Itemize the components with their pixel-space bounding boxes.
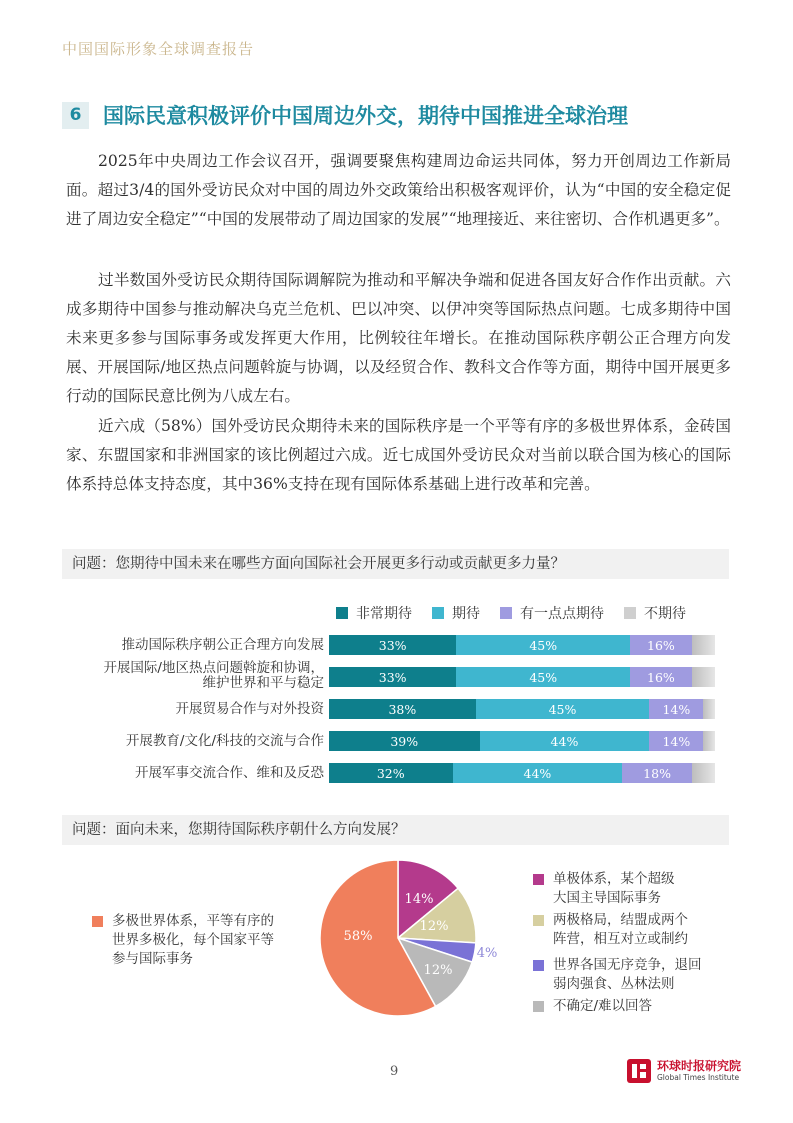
bar-segment [692, 635, 715, 655]
section-heading: 国际民意积极评价中国周边外交，期待中国推进全球治理 [103, 104, 628, 128]
legend-swatch [533, 960, 544, 971]
legend-swatch [533, 915, 544, 926]
bar-segment: 16% [630, 667, 692, 687]
bar-segment: 38% [329, 699, 476, 719]
institute-logo [626, 1058, 741, 1084]
bar-segment: 44% [453, 763, 623, 783]
legend-label: 两极格局，结盟成两个 阵营，相互对立或制约 [553, 912, 688, 947]
logo-english: Global Times Institute [657, 1072, 740, 1082]
bar-track [329, 667, 715, 687]
legend-item-little [500, 603, 604, 623]
legend-label: 世界各国无序竞争，退回 弱肉强食、丛林法则 [553, 957, 702, 992]
bar-segment [703, 731, 715, 751]
bar-track [329, 763, 715, 783]
bar-segment: 33% [329, 667, 456, 687]
legend-swatch [624, 607, 636, 619]
legend-item-very [336, 603, 412, 623]
paragraph-3: 近六成（58%）国外受访民众期待未来的国际秩序是一个平等有序的多极世界体系，金砖国家、东盟国家和非洲国家的该比例超过六成。近七成国外受访民众对当前以联合国为核心的国际体系持总体支持态度，其中36%支持在现有国际体系基础上进行改革和完善。 [66, 417, 731, 493]
bar-row [62, 699, 729, 719]
pie-legend-item [533, 956, 733, 994]
pie-slice-label: 58% [343, 929, 373, 944]
legend-label: 有一点点期待 [520, 606, 604, 622]
pie-slice-label: 12% [423, 963, 453, 978]
legend-swatch [533, 1001, 544, 1012]
paragraph-2: 过半数国外受访民众期待国际调解院为推动和平解决争端和促进各国友好合作作出贡献。六成多期待中国参与推动解决乌克兰危机、巴以冲突、以伊冲突等国际热点问题。七成多期待中国未来更多参与国际事务或发挥更大作用，比例较往年增长。在推动国际秩序朝公正合理方向发展、开展国际/地区热点问题斡旋与协调，以及经贸合作、教科文合作等方面，期待中国开展更多行动的国际民意比例为八成左右。 [66, 271, 731, 405]
bar-segment: 14% [649, 731, 703, 751]
bar-category-label: 开展军事交流合作、维和及反恐 [135, 765, 324, 781]
pie-legend-item [533, 997, 733, 1016]
bar-category-label: 开展贸易合作与对外投资 [175, 701, 324, 717]
legend-label: 不期待 [644, 606, 686, 622]
bar-track [329, 731, 715, 751]
bar-track [329, 699, 715, 719]
section-title [62, 101, 628, 129]
legend-swatch [432, 607, 444, 619]
legend-label: 单极体系，某个超级 大国主导国际事务 [553, 871, 675, 906]
pie-slice-label: 14% [404, 892, 434, 907]
bar-segment: 32% [329, 763, 453, 783]
paragraph-1: 2025年中央周边工作会议召开，强调要聚焦构建周边命运共同体，努力开创周边工作新局面。超过3/4的国外受访民众对中国的周边外交政策给出积极客观评价，认为“中国的安全稳定促进了周边安全稳定”“中国的发展带动了周边国家的发展”“地理接近、来往密切、合作机遇更多”。 [66, 152, 731, 228]
bar-row [62, 635, 729, 655]
legend-swatch [500, 607, 512, 619]
legend-item-none [624, 603, 686, 623]
section-number: 6 [62, 102, 89, 129]
chart1-legend [336, 603, 706, 623]
bar-row [62, 763, 729, 783]
bar-segment: 14% [649, 699, 703, 719]
legend-label: 期待 [452, 606, 480, 622]
report-header: 中国国际形象全球调查报告 [62, 40, 255, 58]
legend-item-expect [432, 603, 480, 623]
bar-row [62, 731, 729, 751]
pie-chart [318, 856, 498, 1020]
pie-slice-label: 12% [419, 919, 449, 934]
bar-segment: 45% [456, 635, 630, 655]
logo-chinese: 环球时报研究院 [657, 1058, 742, 1073]
bar-segment: 45% [476, 699, 650, 719]
bar-segment [692, 667, 715, 687]
bar-segment: 45% [456, 667, 630, 687]
legend-label: 多极世界体系，平等有序的 世界多极化，每个国家平等 参与国际事务 [112, 913, 274, 967]
page-number: 9 [390, 1064, 399, 1079]
legend-swatch [533, 874, 544, 885]
pie-legend-item [533, 870, 733, 908]
bar-segment: 44% [480, 731, 650, 751]
pie-slice-label: 4% [476, 946, 498, 961]
bar-category-label: 开展国际/地区热点问题斡旋和协调， 维护世界和平与稳定 [103, 660, 324, 691]
legend-swatch [336, 607, 348, 619]
globe-logo-icon [626, 1058, 652, 1084]
bar-segment: 16% [630, 635, 692, 655]
bar-segment [703, 699, 715, 719]
chart2-question: 问题：面向未来，您期待国际秩序朝什么方向发展？ [62, 815, 729, 845]
bar-row [62, 660, 729, 691]
legend-label: 不确定/难以回答 [553, 998, 653, 1014]
pie-legend-item [533, 911, 733, 949]
bar-track [329, 635, 715, 655]
legend-swatch [92, 916, 103, 927]
pie-svg [318, 856, 498, 1020]
chart1-question: 问题：您期待中国未来在哪些方面向国际社会开展更多行动或贡献更多力量？ [62, 549, 729, 579]
pie-legend-left [92, 912, 297, 969]
legend-label: 非常期待 [356, 606, 412, 622]
bar-segment [692, 763, 715, 783]
bar-category-label: 推动国际秩序朝公正合理方向发展 [121, 637, 324, 653]
bar-segment: 39% [329, 731, 480, 751]
bar-category-label: 开展教育/文化/科技的交流与合作 [125, 733, 324, 749]
bar-segment: 33% [329, 635, 456, 655]
bar-segment: 18% [622, 763, 691, 783]
